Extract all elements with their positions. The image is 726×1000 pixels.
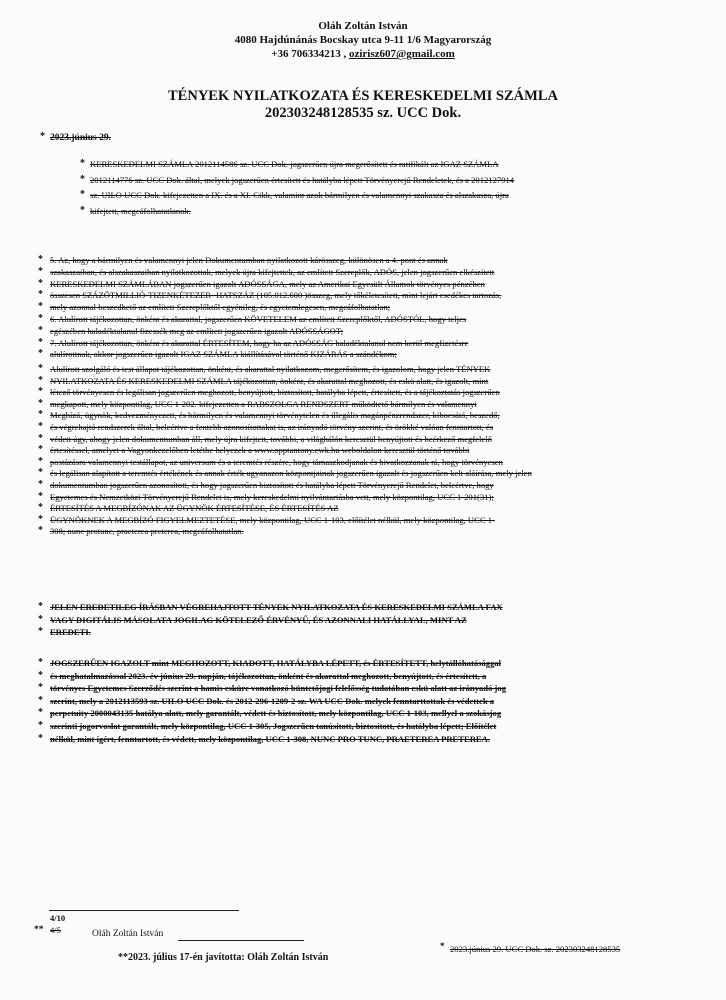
bullet-star: * (38, 732, 43, 744)
bullet-star: * (38, 313, 43, 324)
bullet-star: * (38, 374, 43, 386)
struck-text-line: KERESKEDELMI SZÁMLA 2012114586 sz. UCC Dok. jogszerűen újra megerősített és ratifikált az IGAZ SZÁMLA (90, 159, 499, 169)
footer-date-struck: 2023.június 29. UCC Dok. sz. 202303248128535 (450, 944, 621, 954)
date-line: 2023.június 29. (50, 133, 111, 143)
struck-text-line: ÜGYNÖKNEK A MEGBÍZÓ FIGYELMEZTETÉSE, mely központilag, UCC 1-103, előítélet nélkül, mely központilag, UCC 1- (50, 514, 495, 525)
contact-separator: , (340, 48, 349, 60)
struck-text-line: mely azonnal beszedhető az említett Szereplőktől egyénileg, és egyetemlegesen, megcáfolhatatlan; (50, 302, 391, 313)
author-name: Oláh Zoltán István (318, 20, 408, 32)
signature-line-top (49, 910, 239, 911)
struck-text-line: nélkül, mint ígért, fenntartott, és védett, mely központilag, UCC 1-308, NUNC PRO TUNC, PRAETEREA PRETEREA. (50, 733, 491, 744)
struck-text-line: védett úgy, ahogy jelen dokumentumban áll, mely újra kifejtett, további, a világhálón keresztül benyújtott és beérkező megfelelő (50, 433, 492, 444)
struck-text-line: törvényes Egyetemes Szerződés szerint a hamis esküre vonatkozó büntetőjogi felelősség tudatában eskü alatt az irányadó jog (50, 683, 506, 694)
bullet-star: * (38, 348, 43, 360)
struck-text-line: KERESKEDELMI SZÁMLÁBAN jogszerűen igazolt ADÓSSÁGA, mely az Amerikai Egyesült Államok törvényes pénzében (50, 278, 485, 289)
bullet-star: * (38, 490, 43, 502)
struck-text-line: 2012114776 sz. UCC Dok. által, melyek jogszerűen értesített és hatályba lépett Törvényerejű Rendeletek, és a 2012127914 (90, 174, 515, 185)
bullet-star: * (38, 277, 43, 289)
bullet-star: * (38, 502, 43, 514)
struck-text-line: postázásra valamennyi testállapot, az universum és a teremtés részére, hogy támaszkodjanak és hivatkozzanak rá, hogy törvényesen (50, 456, 503, 467)
bullet-star: * (38, 421, 43, 432)
bullet-star: * (38, 386, 43, 398)
struck-text-line: szerint, mely a 2012113593 sz. UILO UCC Dok. és 2012-296-1209-2 sz. WA UCC Dok. melyek fenntarttottak és védettek a (50, 695, 495, 706)
struck-text-line: és végrehajtó rendszerek által, beleértve a fentebb azonosítottakat is, az irányadó törvény szerint, és örökké valóan fenntartott, és (50, 422, 494, 432)
bullet-star: * (38, 409, 43, 421)
bullet-star: * (38, 479, 43, 490)
bullet-star: * (38, 513, 43, 525)
struck-text-line: 308; nunc protunc, praeterea preterea, megcáfolhatatlan. (50, 526, 244, 537)
signature-line (178, 940, 304, 941)
author-email-link[interactable]: ozirisz607@gmail.com (348, 48, 455, 60)
bullet-star: * (38, 694, 43, 706)
bullet-star: * (80, 204, 85, 216)
struck-text-line: Megbízó, ügynök, kedvezményezett, és bármilyen és valamennyi törvénytelen és illegális magánpénzrendszer, kibocsátó, beszedő, (50, 410, 500, 421)
struck-text-line: létező törvényesen és legálisan jogszerűen meghozott, benyújtott, biztosított, hatályba lépett, értesített, és a tájékoztatás jogszerűen (50, 387, 500, 398)
bullet-star: * (80, 189, 85, 200)
bullet-star: * (38, 669, 43, 681)
struck-text-line: EREDETI. (50, 627, 91, 638)
struck-text-line: ÉRTESÍTÉS A MEGBÍZÓNAK AZ ÜGYNÖK ÉRTESÍTÉSE, ÉS ÉRTESÍTÉS AZ (50, 503, 339, 514)
bullet-star: * (38, 397, 43, 409)
bullet-star: * (38, 265, 43, 277)
author-phone: +36 706334213 (271, 48, 341, 60)
page-number: 4/10 (50, 913, 66, 923)
bullet-star: * (38, 363, 43, 374)
struck-text-line: VAGY DIGITÁLIS MÁSOLATA JOGILAG KÖTELEZŐ ÉRVÉNYŰ, ÉS AZONNALI HATÁLLYAL, MINT AZ (50, 614, 467, 625)
author-contact (0, 48, 726, 60)
struck-text-line: NYILATKOZATA ÉS KERESKEDELMI SZÁMLA tájékozottan, önként, és akarattal meghozott, és eskü alatt, és igazolt, mint (50, 375, 489, 386)
struck-text-line: összesen SZÁZÖTMILLIÓ-TIZENKÉTEZER- HATSZÁZ (105.012.600 )összeg, mely tőkéletesített, mint lejárt esedékes tartozás, (50, 290, 502, 301)
struck-text-line: sz. UILO UCC Dok. kifejezetten a IX. és a XI. Cikk, valamint azok bármilyen és valamennyi szakasza és alszakasza, újra (90, 190, 509, 200)
struck-text-line: megkapott, mely központilag, UCC 1-202. kifejezetten a RABSZOLGA RENDSZERT működtető bármilyen és valamennyi (50, 398, 477, 409)
document-title: TÉNYEK NYILATKOZATA ÉS KERESKEDELMI SZÁMLA (168, 88, 558, 104)
bullet-star: * (38, 467, 43, 479)
struck-text-line: dokumentumban jogszerűen azonosított, és hogy jogszerűen biztosított és hatályba lépett Törvényerejű Rendelet, beleértve, hogy (50, 480, 494, 490)
correction-note: **2023. július 17-én javította: Oláh Zoltán István (118, 952, 329, 963)
bullet-star: * (38, 301, 43, 313)
struck-text-line: szakaszaiban, és alszakaszaiban nyilatkozottak, melyek újra kifejtettek, az említett Szereplők, ADÓS, jelen jogszerűen elkészített (50, 266, 495, 277)
bullet-star: * (38, 657, 43, 668)
bullet-star: * (38, 254, 43, 265)
bullet-star: * (38, 707, 43, 719)
struck-text-line: egészében haladéktalanul fizessék meg az említett jogszerűen igazolt ADÓSSÁGOT; (50, 325, 344, 336)
bullet-star: * (80, 173, 85, 185)
struck-text-line: Egyetemes és Nemzetközi Törvényerejű Rendelet is, mely kereskedelmi nyilvántartásba vett, mely központilag, UCC 1-201(31); (50, 491, 494, 502)
struck-text-line: JOGSZERŰEN IGAZOLT mint MEGHOZOTT, KIADOTT, HATÁLYBA LÉPETT, és ÉRTESÍTETT, helytállóhatósággal (50, 658, 502, 668)
signer-name: Oláh Zoltán István (92, 929, 164, 939)
bullet-star: * (38, 613, 43, 625)
struck-text-line: Alulírott szolgáló és test állapot tájékozottan, önként, és akarattal nyilatkozom, megerősítem, és igazolom, hogy jelen TÉNYEK (50, 364, 491, 374)
bullet-star: * (38, 720, 43, 731)
bullet-star: * (38, 432, 43, 444)
struck-text-line: szerinti jogorvoslat garantált, mely központilag, UCC 1-305, Jogszerűen tanúsított, biztosított, és hatályba lépett; Előítélet (50, 721, 497, 731)
struck-text-line: 5. Az, hogy a bármilyen és valamennyi jelen Dokumentumban nyilatkozott kárösszeg, különösen a 4. pont és annak (50, 255, 448, 265)
bullet-star: * (38, 682, 43, 694)
struck-text-line: és meghatalmazással 2023. év június 29. napján, tájékozottan, önként és akarattal meghozott, benyújtott, és értesített, a (50, 670, 487, 681)
bullet-star: * (38, 601, 43, 612)
bullet-star: * (40, 131, 45, 142)
struck-text-line: alulírottnak, akkor jogszerűen igazolt IGAZ SZÁMLA kiállításával történő KIZÁRÁS a szándékom; (50, 349, 397, 360)
bullet-star: * (38, 336, 43, 348)
struck-text-line: JELEN EREDETILEG ÍRÁSBAN VÉGREHAJTOTT TÉNYEK NYILATKOZATA ÉS KERESKEDELMI SZÁMLA FAX (50, 602, 503, 612)
struck-text-line: kifejtett, megcáfolhatatlanok. (90, 205, 191, 216)
bullet-star: * (38, 289, 43, 301)
struck-text-line: perpetuity 2000043135 hatálya alatt, mely garantált, védett és biztosított, mely központilag, UCC 1-103, mellyel a szokásjog (50, 708, 502, 719)
document-number: 202303248128535 sz. UCC Dok. (264, 105, 462, 121)
bullet-star: * (38, 455, 43, 467)
bullet-star: * (38, 626, 43, 638)
footer-double-star: ** (34, 925, 44, 935)
author-address: 4080 Hajdúnánás Bocskay utca 9-11 1/6 Magyarország (234, 34, 492, 46)
struck-text-line: értesítéssel, amelyet a Vagyonkezelőben letétbe helyezek a www.opptantony.ewk.hu weboldalon keresztül történő további (50, 445, 470, 456)
struck-text-line: 7. Alulírott tájékozottan, önként és akarattal ÉRTESÍTEM, hogy ha az ADÓSSÁG haladéktalanul nem kerül megfizetésre (50, 337, 469, 348)
struck-text-line: és legálisan alapított a teremtés értékének és annak érték ugyanazon központjainak jogszerűen igazolt és jogszerűen kelt aláírása, mely jelen (50, 468, 532, 479)
bullet-star: * (80, 158, 85, 169)
bullet-star: * (38, 525, 43, 537)
bullet-star: * (440, 941, 445, 951)
bullet-star: * (38, 324, 43, 336)
bullet-star: * (38, 444, 43, 456)
page-number-struck: 4/5 (50, 925, 61, 935)
struck-text-line: 6. Alulírott tájékozottan, önként és akarattal, jogszerűen KÖVETELEM az említett Szereplőktől, ADÓSTÓL, hogy teljes (50, 314, 467, 324)
